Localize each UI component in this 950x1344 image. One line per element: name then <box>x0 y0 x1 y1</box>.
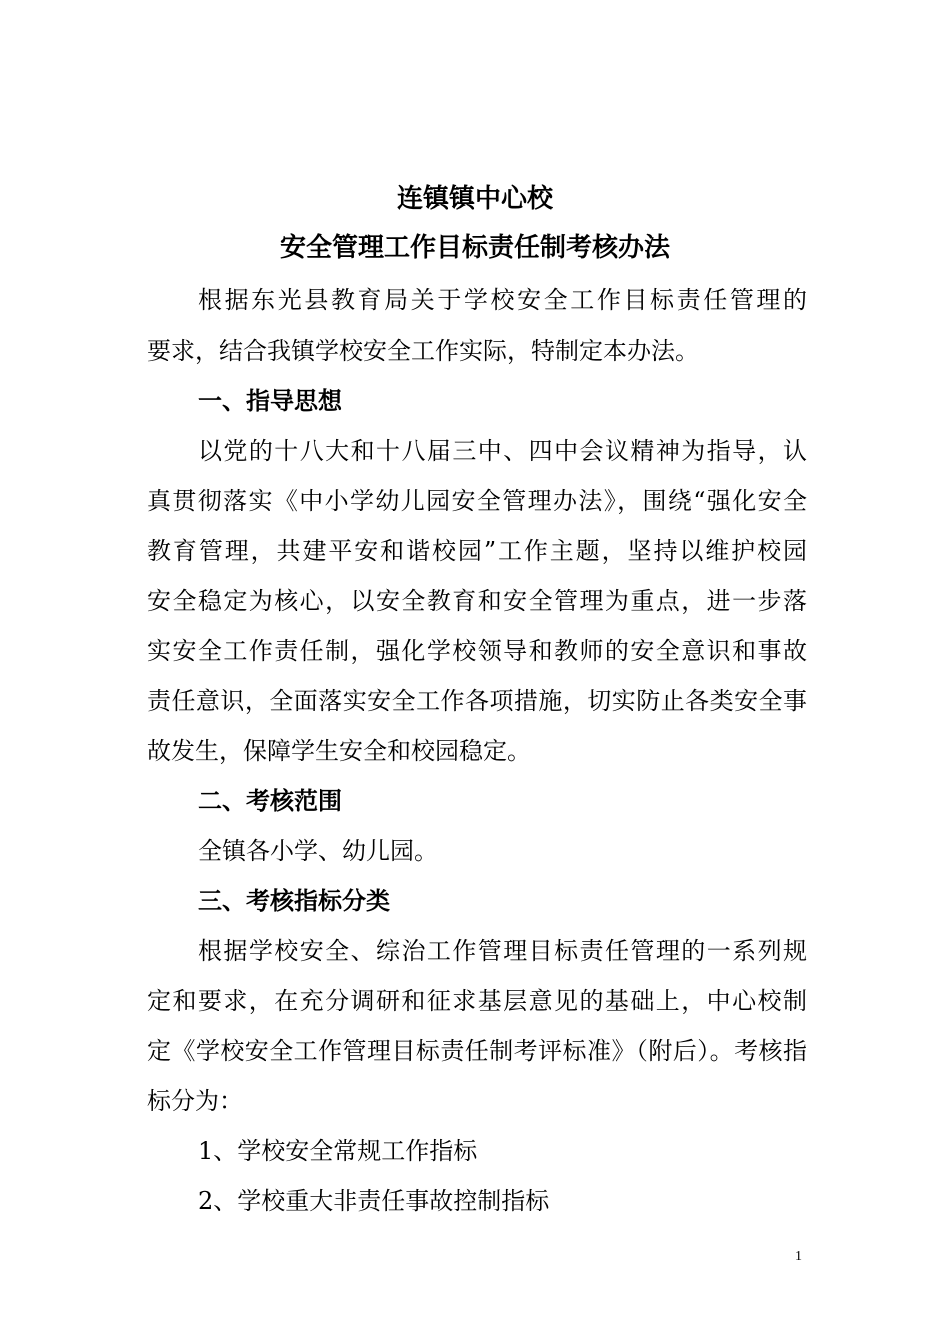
paragraph-line: 安全稳定为核心，以安全教育和安全管理为重点，进一步落 <box>147 587 807 615</box>
paragraph-line: 实安全工作责任制，强化学校领导和教师的安全意识和事故 <box>147 637 807 665</box>
paragraph-line: 定和要求，在充分调研和征求基层意见的基础上，中心校制 <box>147 987 807 1015</box>
paragraph-line: 真贯彻落实《中小学幼儿园安全管理办法》，围绕“强化安全 <box>147 487 807 515</box>
section-heading: 二、考核范围 <box>198 787 342 815</box>
page-number: 1 <box>795 1249 802 1264</box>
paragraph-line: 故发生，保障学生安全和校园稳定。 <box>147 737 531 765</box>
intro-line: 根据东光县教育局关于学校安全工作目标责任管理的 <box>198 286 807 314</box>
intro-line: 要求，结合我镇学校安全工作实际，特制定本办法。 <box>147 337 699 365</box>
list-item: 2、学校重大非责任事故控制指标 <box>198 1187 550 1215</box>
document-title-line-1: 连镇镇中心校 <box>396 184 553 214</box>
paragraph-line: 根据学校安全、综治工作管理目标责任管理的一系列规 <box>198 937 807 965</box>
paragraph-line: 定《学校安全工作管理目标责任制考评标准》（附后）。考核指 <box>147 1037 807 1065</box>
section-heading: 三、考核指标分类 <box>198 887 390 915</box>
paragraph-line: 标分为： <box>147 1087 243 1115</box>
paragraph-line: 以党的十八大和十八届三中、四中会议精神为指导，认 <box>198 437 807 465</box>
section-heading: 一、指导思想 <box>198 387 342 415</box>
document-title-line-2: 安全管理工作目标责任制考核办法 <box>279 233 670 263</box>
paragraph-line: 全镇各小学、幼儿园。 <box>198 837 438 865</box>
paragraph-line: 责任意识，全面落实安全工作各项措施，切实防止各类安全事 <box>147 687 807 715</box>
paragraph-line: 教育管理，共建平安和谐校园”工作主题，坚持以维护校园 <box>147 537 807 565</box>
list-item: 1、学校安全常规工作指标 <box>198 1137 478 1165</box>
